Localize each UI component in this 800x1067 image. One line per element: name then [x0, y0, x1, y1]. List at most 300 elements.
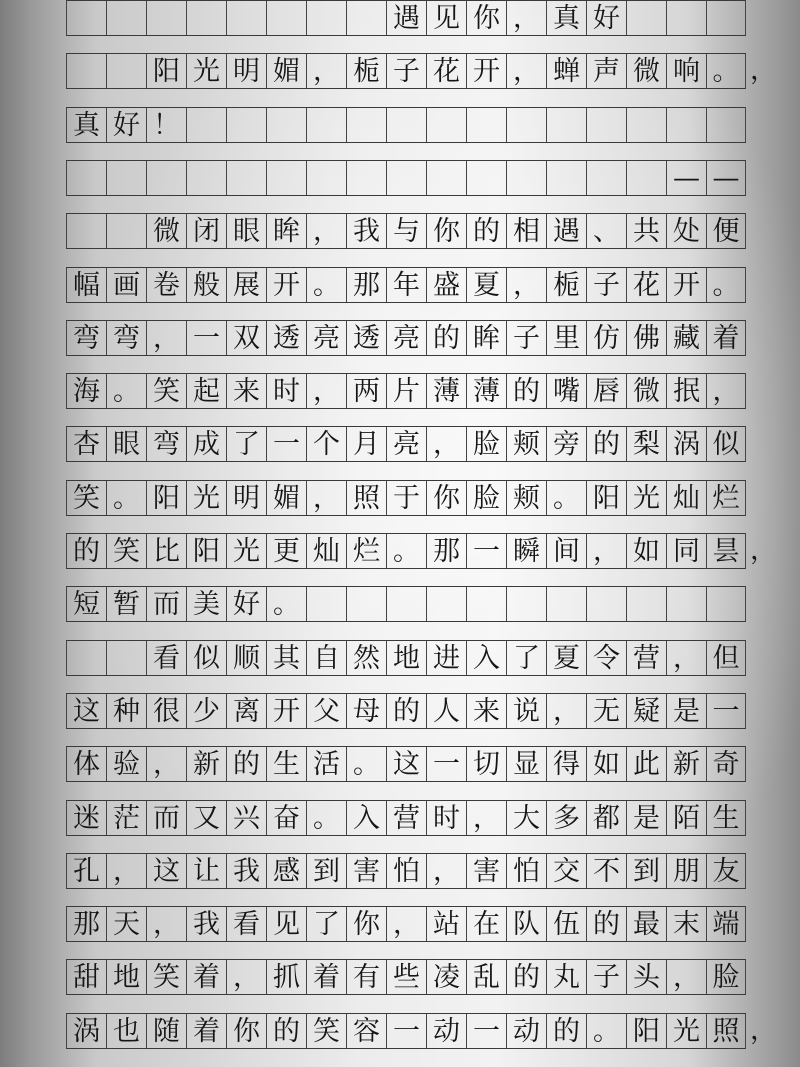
grid-cell: 陌	[666, 801, 706, 835]
grid-cell	[266, 108, 306, 142]
grid-line	[66, 426, 746, 462]
grid-cell: 无	[586, 694, 626, 728]
grid-cell: 种	[106, 694, 146, 728]
grid-cell: 幅	[66, 268, 106, 302]
grid-cell: 开	[266, 268, 306, 302]
grid-cell: 个	[306, 427, 346, 461]
grid-cell: 动	[426, 1014, 466, 1048]
grid-cell: 地	[386, 641, 426, 675]
grid-cell: 着	[706, 321, 746, 355]
grid-cell: 到	[306, 854, 346, 888]
grid-cell: 烂	[346, 534, 386, 568]
grid-cell	[466, 161, 506, 195]
grid-cell: 微	[626, 54, 666, 88]
grid-line	[66, 0, 746, 36]
grid-cell: 短	[66, 587, 106, 621]
grid-cell: 佛	[626, 321, 666, 355]
grid-cell: 亮	[386, 427, 426, 461]
grid-cell: ，	[226, 960, 266, 994]
grid-cell: 最	[626, 907, 666, 941]
grid-cell: 些	[386, 960, 426, 994]
margin-punctuation: ，	[750, 535, 777, 566]
grid-line	[66, 160, 746, 196]
grid-cell	[306, 108, 346, 142]
grid-cell: 脸	[466, 481, 506, 515]
grid-cell: 与	[386, 214, 426, 248]
grid-cell	[106, 1, 146, 35]
grid-cell: 自	[306, 641, 346, 675]
grid-cell: 光	[186, 54, 226, 88]
grid-cell: ，	[426, 854, 466, 888]
grid-cell: 。	[346, 747, 386, 781]
grid-cell: 。	[586, 1014, 626, 1048]
grid-cell: 天	[106, 907, 146, 941]
grid-cell: 很	[146, 694, 186, 728]
grid-cell: 卷	[146, 268, 186, 302]
grid-cell	[426, 161, 466, 195]
grid-cell: 时	[266, 374, 306, 408]
grid-cell: 容	[346, 1014, 386, 1048]
grid-cell	[706, 1, 746, 35]
grid-cell: 一	[386, 1014, 426, 1048]
grid-cell	[666, 108, 706, 142]
grid-cell: 那	[346, 268, 386, 302]
grid-cell: ，	[466, 801, 506, 835]
grid-cell	[546, 587, 586, 621]
grid-cell: 你	[346, 907, 386, 941]
grid-cell: 怕	[506, 854, 546, 888]
grid-cell	[106, 161, 146, 195]
grid-cell: 笑	[306, 1014, 346, 1048]
grid-cell: ，	[706, 374, 746, 408]
grid-cell: 也	[106, 1014, 146, 1048]
grid-cell: 子	[506, 321, 546, 355]
grid-cell: 在	[466, 907, 506, 941]
grid-cell: 茫	[106, 801, 146, 835]
grid-cell: ，	[666, 960, 706, 994]
grid-cell	[586, 108, 626, 142]
grid-cell: 不	[586, 854, 626, 888]
grid-cell: ，	[506, 1, 546, 35]
grid-cell: 其	[266, 641, 306, 675]
grid-cell: 顺	[226, 641, 266, 675]
grid-cell: 来	[466, 694, 506, 728]
grid-cell	[266, 161, 306, 195]
grid-cell: 涡	[66, 1014, 106, 1048]
grid-cell: 生	[706, 801, 746, 835]
grid-cell: 笑	[146, 960, 186, 994]
grid-line	[66, 533, 746, 569]
grid-cell: 你	[426, 214, 466, 248]
grid-cell: 花	[626, 268, 666, 302]
margin-punctuation: ，	[750, 1015, 777, 1046]
grid-cell: —	[706, 161, 746, 195]
grid-cell: 的	[466, 214, 506, 248]
grid-cell: 光	[666, 1014, 706, 1048]
grid-cell: 害	[346, 854, 386, 888]
grid-cell: 阳	[146, 54, 186, 88]
grid-cell: 营	[626, 641, 666, 675]
grid-line	[66, 373, 746, 409]
grid-cell: 多	[546, 801, 586, 835]
grid-cell: 比	[146, 534, 186, 568]
grid-cell: 明	[226, 481, 266, 515]
grid-cell: 光	[226, 534, 266, 568]
grid-cell: 。	[106, 481, 146, 515]
grid-cell: 一	[266, 427, 306, 461]
grid-cell: 弯	[146, 427, 186, 461]
grid-cell: 画	[106, 268, 146, 302]
grid-cell	[586, 587, 626, 621]
grid-cell: 成	[186, 427, 226, 461]
grid-cell: ，	[146, 907, 186, 941]
grid-cell: 的	[546, 1014, 586, 1048]
grid-cell: 响	[666, 54, 706, 88]
grid-cell: 时	[426, 801, 466, 835]
grid-cell: 交	[546, 854, 586, 888]
grid-cell: 说	[506, 694, 546, 728]
grid-cell: 的	[226, 747, 266, 781]
grid-cell: 声	[586, 54, 626, 88]
grid-cell	[146, 161, 186, 195]
grid-cell: 的	[386, 694, 426, 728]
grid-cell: 队	[506, 907, 546, 941]
grid-cell: 透	[346, 321, 386, 355]
grid-cell	[706, 587, 746, 621]
grid-cell: 的	[426, 321, 466, 355]
grid-cell: 子	[586, 268, 626, 302]
grid-cell: 脸	[706, 960, 746, 994]
grid-cell: 是	[666, 694, 706, 728]
grid-cell	[346, 108, 386, 142]
grid-cell	[346, 587, 386, 621]
grid-cell: 暂	[106, 587, 146, 621]
grid-cell: 都	[586, 801, 626, 835]
grid-cell: 微	[146, 214, 186, 248]
grid-cell	[386, 587, 426, 621]
grid-cell: 涡	[666, 427, 706, 461]
grid-cell: 双	[226, 321, 266, 355]
grid-cell: ，	[146, 321, 186, 355]
grid-cell: 灿	[666, 481, 706, 515]
grid-cell: 见	[266, 907, 306, 941]
grid-cell: 你	[466, 1, 506, 35]
grid-cell: 的	[586, 907, 626, 941]
grid-cell: 而	[146, 587, 186, 621]
grid-line	[66, 586, 746, 622]
grid-cell: 来	[226, 374, 266, 408]
grid-cell: 阳	[186, 534, 226, 568]
grid-cell: 海	[66, 374, 106, 408]
grid-cell: 烂	[706, 481, 746, 515]
grid-cell	[186, 1, 226, 35]
grid-cell: 友	[706, 854, 746, 888]
grid-cell: 栀	[546, 268, 586, 302]
grid-cell: 抓	[266, 960, 306, 994]
grid-cell: 照	[346, 481, 386, 515]
grid-cell: 开	[666, 268, 706, 302]
grid-cell: 显	[506, 747, 546, 781]
grid-cell: 透	[266, 321, 306, 355]
grid-cell: 间	[546, 534, 586, 568]
grid-cell: 便	[706, 214, 746, 248]
grid-cell: ，	[546, 694, 586, 728]
grid-cell: 好	[586, 1, 626, 35]
grid-cell: 。	[106, 374, 146, 408]
grid-cell	[66, 54, 106, 88]
grid-cell: —	[666, 161, 706, 195]
grid-cell: 让	[186, 854, 226, 888]
grid-cell: ，	[666, 641, 706, 675]
grid-cell	[546, 108, 586, 142]
grid-cell: 眸	[266, 214, 306, 248]
grid-cell: 孔	[66, 854, 106, 888]
grid-cell: 媚	[266, 481, 306, 515]
grid-cell: 着	[186, 1014, 226, 1048]
grid-cell: 薄	[426, 374, 466, 408]
grid-cell	[66, 161, 106, 195]
grid-cell: 弯	[66, 321, 106, 355]
grid-cell: 、	[586, 214, 626, 248]
grid-cell: 这	[66, 694, 106, 728]
grid-cell: ，	[586, 534, 626, 568]
grid-cell	[466, 108, 506, 142]
grid-cell: 笑	[106, 534, 146, 568]
grid-cell: 凌	[426, 960, 466, 994]
grid-cell	[386, 108, 426, 142]
grid-cell: 端	[706, 907, 746, 941]
grid-cell: 盛	[426, 268, 466, 302]
grid-cell: 一	[186, 321, 226, 355]
grid-cell: 少	[186, 694, 226, 728]
grid-cell: 有	[346, 960, 386, 994]
grid-cell	[626, 1, 666, 35]
grid-cell: 一	[426, 747, 466, 781]
grid-line	[66, 746, 746, 782]
grid-cell: 令	[586, 641, 626, 675]
grid-line	[66, 320, 746, 356]
grid-cell	[426, 108, 466, 142]
grid-cell: 如	[626, 534, 666, 568]
grid-cell: 眼	[106, 427, 146, 461]
grid-line	[66, 640, 746, 676]
grid-cell: 遇	[386, 1, 426, 35]
grid-cell	[346, 161, 386, 195]
grid-cell	[306, 1, 346, 35]
grid-cell	[186, 161, 226, 195]
grid-cell: 但	[706, 641, 746, 675]
grid-cell: 明	[226, 54, 266, 88]
grid-cell: 入	[346, 801, 386, 835]
grid-line	[66, 800, 746, 836]
grid-cell: 怕	[386, 854, 426, 888]
grid-cell	[226, 1, 266, 35]
grid-cell: 的	[506, 374, 546, 408]
grid-cell: 唇	[586, 374, 626, 408]
grid-cell: 末	[666, 907, 706, 941]
grid-cell: 仿	[586, 321, 626, 355]
grid-cell: 夏	[466, 268, 506, 302]
grid-cell: 我	[346, 214, 386, 248]
grid-cell: 而	[146, 801, 186, 835]
grid-cell: 大	[506, 801, 546, 835]
grid-cell: 这	[146, 854, 186, 888]
grid-cell: 着	[306, 960, 346, 994]
grid-cell: ，	[506, 54, 546, 88]
grid-line	[66, 480, 746, 516]
grid-cell: 更	[266, 534, 306, 568]
grid-cell: 了	[506, 641, 546, 675]
grid-cell: 开	[266, 694, 306, 728]
grid-cell: 笑	[146, 374, 186, 408]
grid-cell	[146, 1, 186, 35]
grid-cell: 奇	[706, 747, 746, 781]
grid-cell	[226, 108, 266, 142]
grid-cell: 奋	[266, 801, 306, 835]
grid-cell: 甜	[66, 960, 106, 994]
grid-cell: 薄	[466, 374, 506, 408]
grid-cell: 的	[586, 427, 626, 461]
grid-cell	[186, 108, 226, 142]
grid-cell: 美	[186, 587, 226, 621]
grid-cell: 切	[466, 747, 506, 781]
grid-cell: ，	[506, 268, 546, 302]
grid-cell: 藏	[666, 321, 706, 355]
grid-cell: 入	[466, 641, 506, 675]
grid-cell: 。	[546, 481, 586, 515]
grid-cell: 眸	[466, 321, 506, 355]
grid-cell	[66, 641, 106, 675]
grid-cell	[426, 587, 466, 621]
grid-cell: 般	[186, 268, 226, 302]
grid-cell: ，	[146, 747, 186, 781]
grid-cell: 颊	[506, 427, 546, 461]
grid-cell: 嘴	[546, 374, 586, 408]
grid-cell	[626, 108, 666, 142]
grid-line	[66, 267, 746, 303]
grid-cell: 。	[266, 587, 306, 621]
grid-cell: 两	[346, 374, 386, 408]
grid-cell: 站	[426, 907, 466, 941]
grid-cell: 地	[106, 960, 146, 994]
grid-cell: 瞬	[506, 534, 546, 568]
grid-cell	[466, 587, 506, 621]
grid-cell	[346, 1, 386, 35]
grid-cell	[386, 161, 426, 195]
grid-cell: 夏	[546, 641, 586, 675]
grid-cell	[66, 214, 106, 248]
grid-cell: 看	[146, 641, 186, 675]
grid-cell: 蝉	[546, 54, 586, 88]
grid-cell: 。	[386, 534, 426, 568]
grid-cell: 一	[466, 1014, 506, 1048]
grid-cell	[666, 587, 706, 621]
grid-cell	[626, 161, 666, 195]
grid-cell: 里	[546, 321, 586, 355]
grid-cell	[106, 641, 146, 675]
grid-cell: 此	[626, 747, 666, 781]
grid-cell: 遇	[546, 214, 586, 248]
grid-cell: 验	[106, 747, 146, 781]
grid-cell: 迷	[66, 801, 106, 835]
grid-cell: 年	[386, 268, 426, 302]
grid-cell: 好	[106, 108, 146, 142]
grid-cell	[106, 214, 146, 248]
grid-cell: 。	[306, 268, 346, 302]
grid-cell: 真	[546, 1, 586, 35]
grid-cell: 真	[66, 108, 106, 142]
grid-cell: 朋	[666, 854, 706, 888]
grid-cell: 亮	[306, 321, 346, 355]
grid-cell: 看	[226, 907, 266, 941]
grid-cell	[506, 108, 546, 142]
grid-cell: 子	[386, 54, 426, 88]
grid-cell: 一	[466, 534, 506, 568]
grid-cell: 体	[66, 747, 106, 781]
grid-cell: ，	[426, 427, 466, 461]
grid-cell: 弯	[106, 321, 146, 355]
grid-line	[66, 959, 746, 995]
grid-cell: 着	[186, 960, 226, 994]
grid-cell: 。	[706, 268, 746, 302]
grid-cell: 疑	[626, 694, 666, 728]
grid-cell: 笑	[66, 481, 106, 515]
grid-cell: 子	[586, 960, 626, 994]
grid-cell: 光	[626, 481, 666, 515]
grid-cell: 微	[626, 374, 666, 408]
grid-cell: 同	[666, 534, 706, 568]
grid-line	[66, 906, 746, 942]
grid-line	[66, 107, 746, 143]
grid-cell: 月	[346, 427, 386, 461]
grid-cell: 开	[466, 54, 506, 88]
grid-cell: 一	[706, 694, 746, 728]
grid-cell: 人	[426, 694, 466, 728]
grid-cell: 得	[546, 747, 586, 781]
grid-cell: 抿	[666, 374, 706, 408]
grid-cell: 害	[466, 854, 506, 888]
grid-cell: 新	[186, 747, 226, 781]
grid-cell: 阳	[586, 481, 626, 515]
grid-cell	[66, 1, 106, 35]
grid-cell: ，	[306, 481, 346, 515]
grid-cell: 如	[586, 747, 626, 781]
grid-cell: 伍	[546, 907, 586, 941]
grid-cell: 媚	[266, 54, 306, 88]
grid-cell: 相	[506, 214, 546, 248]
grid-cell: 阳	[146, 481, 186, 515]
grid-cell: 然	[346, 641, 386, 675]
margin-punctuation: ，	[750, 55, 777, 86]
grid-cell: 梨	[626, 427, 666, 461]
grid-cell: 片	[386, 374, 426, 408]
grid-cell	[506, 587, 546, 621]
grid-line	[66, 693, 746, 729]
grid-cell: 了	[306, 907, 346, 941]
grid-cell: 我	[186, 907, 226, 941]
grid-cell: 新	[666, 747, 706, 781]
grid-cell: ，	[306, 214, 346, 248]
grid-cell	[666, 1, 706, 35]
grid-cell: 脸	[466, 427, 506, 461]
grid-cell: 起	[186, 374, 226, 408]
grid-cell: 进	[426, 641, 466, 675]
grid-cell: 亮	[386, 321, 426, 355]
grid-cell: 乱	[466, 960, 506, 994]
grid-cell: 感	[266, 854, 306, 888]
grid-cell: 。	[306, 801, 346, 835]
grid-cell: 你	[426, 481, 466, 515]
